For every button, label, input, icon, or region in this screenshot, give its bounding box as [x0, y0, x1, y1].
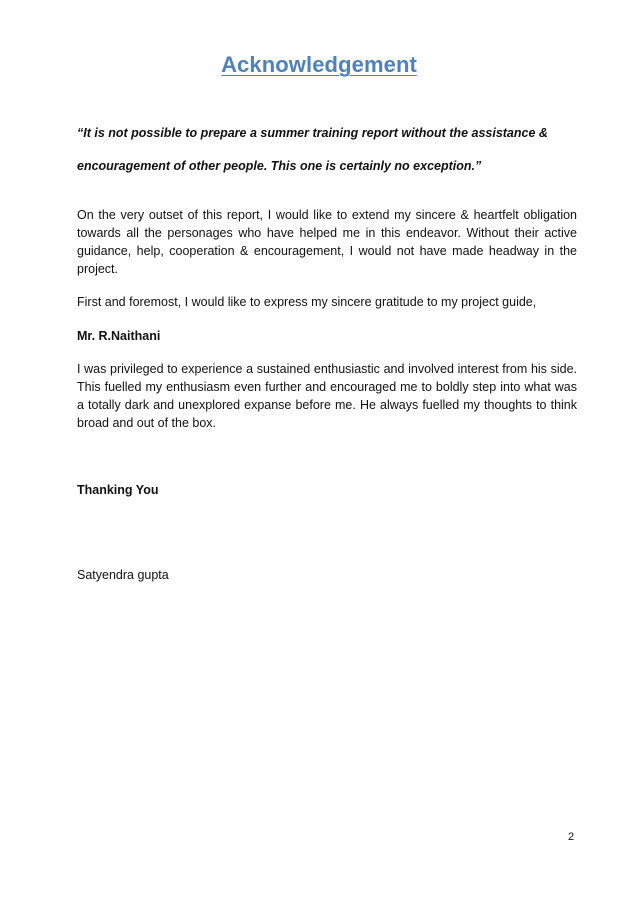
signature-name: Satyendra gupta	[77, 568, 169, 582]
closing-text: Thanking You	[77, 483, 159, 497]
paragraph-gratitude: First and foremost, I would like to express my sincere gratitude to my project guide,	[77, 295, 537, 309]
quote-line-2: encouragement of other people. This one is certainly no exception.”	[77, 159, 482, 173]
quote-line-1: “It is not possible to prepare a summer training report without the assistance &	[77, 126, 548, 140]
paragraph-obligation: On the very outset of this report, I would like to extend my sincere & heartfelt obligation towards all the personages who have helped me in this endeavor. Without their active guidance, help, cooperation & encouragement, I would not have made headway in the project.	[77, 208, 577, 276]
paragraph-privilege: I was privileged to experience a sustained enthusiastic and involved interest from his side. This fuelled my enthusiasm even further and encouraged me to boldly step into what was a totally dark and unexplored expanse before me. He always fuelled my thoughts to think broad and out of the box.	[77, 362, 577, 430]
page-title: Acknowledgement	[221, 52, 417, 77]
page-number: 2	[568, 831, 575, 843]
guide-name: Mr. R.Naithani	[77, 329, 161, 343]
